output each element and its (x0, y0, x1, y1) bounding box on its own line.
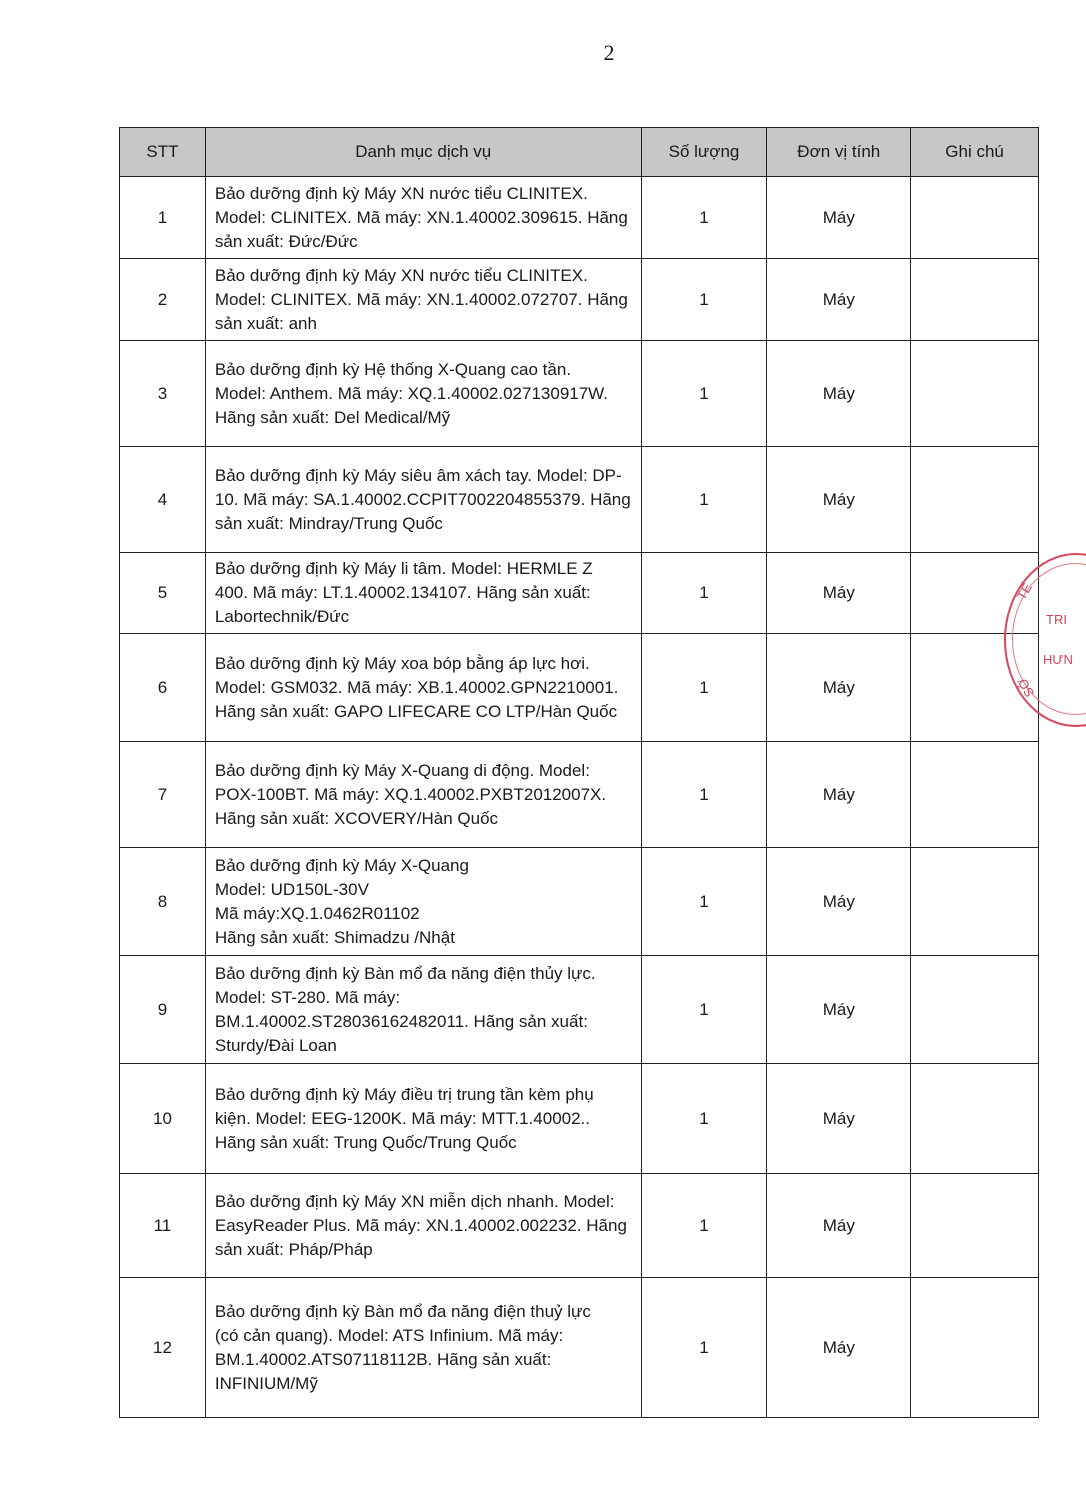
row-unit: Máy (767, 553, 911, 634)
description-line: Hãng sản xuất: Trung Quốc/Trung Quốc (214, 1132, 517, 1152)
row-quantity: 1 (641, 177, 767, 259)
description-line: POX-100BT. Mã máy: XQ.1.40002.PXBT2012007X. (214, 784, 607, 804)
description-line: Hãng sản xuất: GAPO LIFECARE CO LTP/Hàn Quốc (214, 701, 618, 721)
description-line: Labortechnik/Đức (214, 607, 350, 626)
row-unit: Máy (767, 177, 911, 259)
description-line: kiện. Model: EEG-1200K. Mã máy: MTT.1.40002.. (214, 1108, 591, 1128)
row-unit: Máy (767, 447, 911, 553)
row-description (205, 956, 641, 1064)
row-stt: 9 (120, 956, 206, 1064)
row-note (911, 177, 1039, 259)
row-description (205, 742, 641, 848)
row-note (911, 341, 1039, 447)
row-unit: Máy (767, 848, 911, 956)
row-unit: Máy (767, 341, 911, 447)
table-row (120, 1064, 1039, 1174)
description-line: INFINIUM/Mỹ (214, 1373, 318, 1393)
table-row (120, 742, 1039, 848)
row-note (911, 1278, 1039, 1418)
table-row (120, 956, 1039, 1064)
table-row (120, 1278, 1039, 1418)
row-unit: Máy (767, 634, 911, 742)
description-line: Bảo dưỡng định kỳ Máy li tâm. Model: HERMLE Z (214, 559, 593, 578)
row-stt: 1 (120, 177, 206, 259)
table-row (120, 259, 1039, 341)
row-stt: 2 (120, 259, 206, 341)
description-line: EasyReader Plus. Mã máy: XN.1.40002.002232. Hãng (214, 1215, 627, 1235)
table-row (120, 447, 1039, 553)
page-number: 2 (603, 40, 615, 65)
row-description (205, 447, 641, 553)
row-stt: 6 (120, 634, 206, 742)
description-line: Bảo dưỡng định kỳ Máy siêu âm xách tay. Model: DP- (214, 465, 622, 485)
stamp-text: TRI (1046, 612, 1067, 627)
row-quantity: 1 (641, 742, 767, 848)
description-line: Bảo dưỡng định kỳ Bàn mổ đa năng điện thuỷ lực (214, 1301, 591, 1321)
description-line: Bảo dưỡng định kỳ Máy XN nước tiểu CLINITEX. (214, 265, 588, 285)
row-stt: 12 (120, 1278, 206, 1418)
row-quantity: 1 (641, 341, 767, 447)
row-quantity: 1 (641, 956, 767, 1064)
description-line: Model: UD150L-30V (214, 879, 369, 899)
stamp-text: SỞ (1014, 675, 1038, 700)
row-quantity: 1 (641, 1174, 767, 1278)
description-line: Sturdy/Đài Loan (214, 1035, 337, 1055)
description-line: Mã máy:XQ.1.0462R01102 (214, 903, 420, 923)
row-unit: Máy (767, 1278, 911, 1418)
row-quantity: 1 (641, 553, 767, 634)
row-quantity: 1 (641, 447, 767, 553)
row-stt: 11 (120, 1174, 206, 1278)
row-stt: 3 (120, 341, 206, 447)
description-line: Bảo dưỡng định kỳ Máy X-Quang di động. Model: (214, 760, 590, 780)
row-description (205, 1278, 641, 1418)
row-description (205, 553, 641, 634)
services-table (119, 127, 1039, 1418)
row-unit: Máy (767, 1064, 911, 1174)
description-line: Hãng sản xuất: XCOVERY/Hàn Quốc (214, 808, 499, 828)
description-line: Bảo dưỡng định kỳ Máy XN miễn dịch nhanh. Model: (214, 1191, 615, 1211)
description-line: BM.1.40002.ATS07118112B. Hãng sản xuất: (214, 1349, 552, 1369)
table-row (120, 177, 1039, 259)
header-service: Danh mục dịch vụ (205, 128, 641, 177)
description-line: Model: GSM032. Mã máy: XB.1.40002.GPN2210001. (214, 677, 619, 697)
table-row (120, 553, 1039, 634)
row-unit: Máy (767, 259, 911, 341)
row-unit: Máy (767, 742, 911, 848)
description-line: Model: Anthem. Mã máy: XQ.1.40002.027130917W. (214, 383, 609, 403)
table-row (120, 848, 1039, 956)
row-quantity: 1 (641, 259, 767, 341)
row-note (911, 848, 1039, 956)
description-line: (có cản quang). Model: ATS Infinium. Mã máy: (214, 1325, 564, 1345)
description-line: Bảo dưỡng định kỳ Máy điều trị trung tần kèm phụ (214, 1084, 594, 1104)
description-line: BM.1.40002.ST28036162482011. Hãng sản xuất: (214, 1011, 588, 1031)
stamp-text: HƯN (1043, 652, 1073, 667)
row-stt: 10 (120, 1064, 206, 1174)
description-line: Bảo dưỡng định kỳ Bàn mổ đa năng điện thủy lực. (214, 963, 596, 983)
row-stt: 4 (120, 447, 206, 553)
table-row (120, 1174, 1039, 1278)
description-line: Bảo dưỡng định kỳ Máy X-Quang (214, 855, 469, 875)
description-line: Bảo dưỡng định kỳ Máy xoa bóp bằng áp lực hơi. (214, 653, 590, 673)
description-line: sản xuất: Pháp/Pháp (214, 1239, 373, 1259)
row-unit: Máy (767, 956, 911, 1064)
description-line: Model: ST-280. Mã máy: (214, 987, 401, 1007)
row-quantity: 1 (641, 1278, 767, 1418)
row-description (205, 341, 641, 447)
row-description (205, 1064, 641, 1174)
row-stt: 7 (120, 742, 206, 848)
description-line: 400. Mã máy: LT.1.40002.134107. Hãng sản xuất: (214, 583, 591, 602)
header-stt: STT (120, 128, 206, 177)
description-line: Model: CLINITEX. Mã máy: XN.1.40002.072707. Hãng (214, 289, 628, 309)
row-note (911, 956, 1039, 1064)
table-header-row (120, 128, 1039, 177)
table-row (120, 341, 1039, 447)
description-line: Hãng sản xuất: Del Medical/Mỹ (214, 407, 451, 427)
stamp-text: TẾ (1013, 580, 1035, 603)
description-line: sản xuất: anh (214, 313, 317, 333)
row-quantity: 1 (641, 1064, 767, 1174)
row-note (911, 742, 1039, 848)
description-line: Bảo dưỡng định kỳ Hệ thống X-Quang cao tần. (214, 359, 572, 379)
row-note (911, 259, 1039, 341)
row-note (911, 1064, 1039, 1174)
row-stt: 5 (120, 553, 206, 634)
description-line: Hãng sản xuất: Shimadzu /Nhật (214, 927, 455, 947)
description-line: Model: CLINITEX. Mã máy: XN.1.40002.309615. Hãng (214, 207, 628, 227)
table-row (120, 634, 1039, 742)
row-note (911, 1174, 1039, 1278)
description-line: sản xuất: Đức/Đức (214, 231, 358, 251)
row-unit: Máy (767, 1174, 911, 1278)
row-description (205, 259, 641, 341)
header-unit: Đơn vị tính (767, 128, 911, 177)
row-note (911, 447, 1039, 553)
header-note: Ghi chú (911, 128, 1039, 177)
row-description (205, 848, 641, 956)
row-quantity: 1 (641, 848, 767, 956)
row-description (205, 177, 641, 259)
description-line: Bảo dưỡng định kỳ Máy XN nước tiểu CLINITEX. (214, 183, 588, 203)
description-line: 10. Mã máy: SA.1.40002.CCPIT7002204855379. Hãng (214, 489, 631, 509)
row-description (205, 634, 641, 742)
row-stt: 8 (120, 848, 206, 956)
header-quantity: Số lượng (641, 128, 767, 177)
row-description (205, 1174, 641, 1278)
description-line: sản xuất: Mindray/Trung Quốc (214, 513, 443, 533)
row-quantity: 1 (641, 634, 767, 742)
